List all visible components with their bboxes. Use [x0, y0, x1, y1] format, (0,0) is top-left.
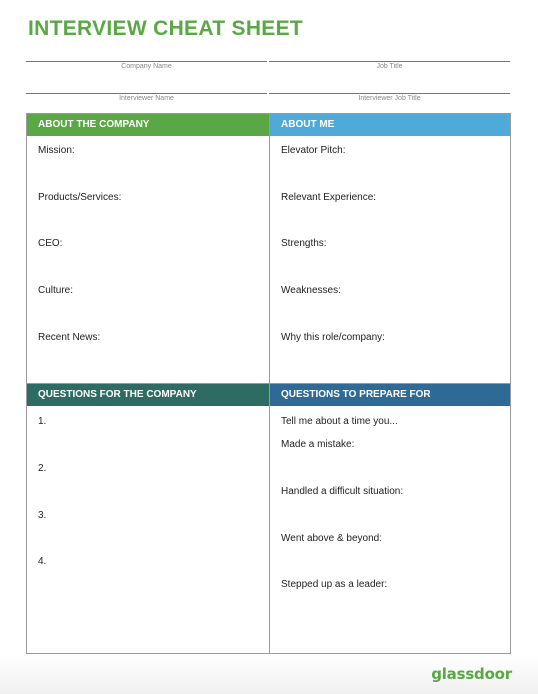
interviewer-job-title-label: Interviewer Job Title [358, 95, 421, 102]
ceo-field[interactable]: CEO: [38, 238, 63, 249]
about-me-panel [269, 113, 511, 384]
company-name-label: Company Name [121, 63, 172, 70]
company-name-line[interactable] [26, 61, 267, 62]
tell-me-about-prompt: Tell me about a time you... [281, 416, 398, 427]
question-3-field[interactable]: 3. [38, 510, 47, 521]
about-company-panel [26, 113, 270, 384]
stepped-up-leader-field[interactable]: Stepped up as a leader: [281, 579, 388, 590]
mission-field[interactable]: Mission: [38, 145, 75, 156]
products-services-field[interactable]: Products/Services: [38, 192, 122, 203]
about-me-header: ABOUT ME [270, 114, 510, 136]
relevant-experience-field[interactable]: Relevant Experience: [281, 192, 377, 203]
questions-prepare-panel [269, 383, 511, 654]
elevator-pitch-field[interactable]: Elevator Pitch: [281, 145, 346, 156]
question-4-field[interactable]: 4. [38, 556, 47, 567]
questions-prepare-header: QUESTIONS TO PREPARE FOR [270, 384, 510, 406]
page-title: INTERVIEW CHEAT SHEET [28, 17, 304, 40]
weaknesses-field[interactable]: Weaknesses: [281, 285, 341, 296]
interviewer-name-line[interactable] [26, 93, 267, 94]
about-company-header: ABOUT THE COMPANY [27, 114, 269, 136]
above-beyond-field[interactable]: Went above & beyond: [281, 533, 382, 544]
recent-news-field[interactable]: Recent News: [38, 332, 101, 343]
interviewer-job-title-line[interactable] [269, 93, 510, 94]
question-2-field[interactable]: 2. [38, 463, 47, 474]
question-1-field[interactable]: 1. [38, 416, 47, 427]
glassdoor-logo: glassdoor [431, 665, 512, 683]
job-title-label: Job Title [376, 63, 403, 70]
questions-company-panel [26, 383, 270, 654]
culture-field[interactable]: Culture: [38, 285, 74, 296]
job-title-line[interactable] [269, 61, 510, 62]
why-this-role-field[interactable]: Why this role/company: [281, 332, 385, 343]
made-mistake-field[interactable]: Made a mistake: [281, 439, 355, 450]
strengths-field[interactable]: Strengths: [281, 238, 327, 249]
questions-company-header: QUESTIONS FOR THE COMPANY [27, 384, 269, 406]
interviewer-name-label: Interviewer Name [119, 95, 174, 102]
difficult-situation-field[interactable]: Handled a difficult situation: [281, 486, 404, 497]
